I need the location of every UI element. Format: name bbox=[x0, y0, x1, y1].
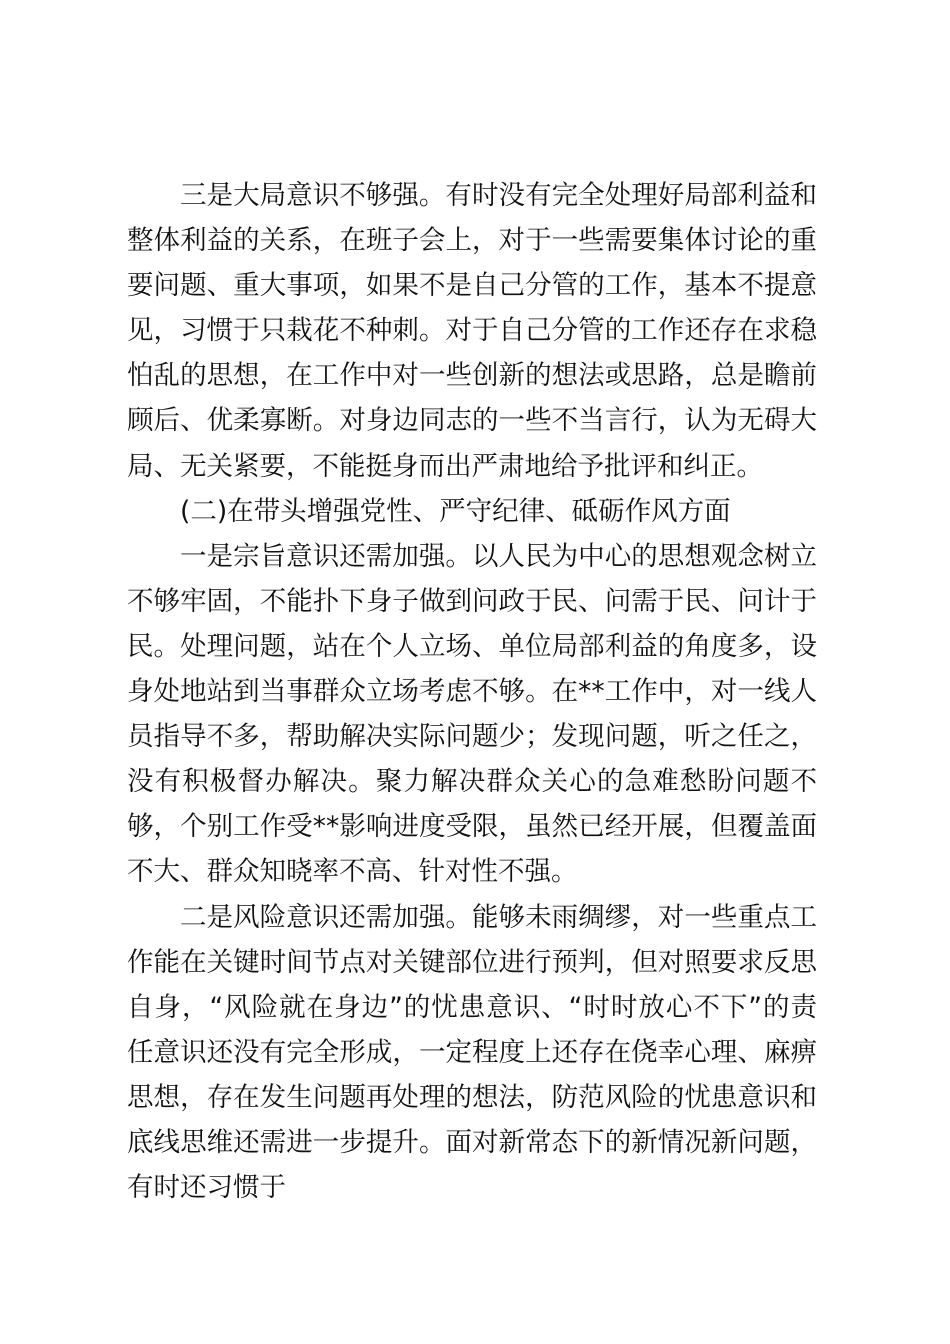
document-body bbox=[127, 173, 817, 1210]
paragraph-overall-awareness: 三是大局意识不够强。有时没有完全处理好局部利益和整体利益的关系，在班子会上，对于一些需要集体讨论的重要问题、重大事项，如果不是自己分管的工作，基本不提意见，习惯于只栽花不种刺。对于自己分管的工作还存在求稳怕乱的思想，在工作中对一些创新的想法或思路，总是瞻前顾后、优柔寡断。对身边同志的一些不当言行，认为无碍大局、无关紧要，不能挺身而出严肃地给予批评和纠正。 bbox=[127, 180, 817, 482]
section-heading-party-discipline: (二)在带头增强党性、严守纪律、砥砺作风方面 bbox=[180, 495, 731, 527]
paragraph-purpose-awareness: 一是宗旨意识还需加强。以人民为中心的思想观念树立不够牢固，不能扑下身子做到问政于民、问需于民、问计于民。处理问题，站在个人立场、单位局部利益的角度多，设身处地站到当事群众立场考虑不够。在**工作中，对一线人员指导不多，帮助解决实际问题少；发现问题，听之任之，没有积极督办解决。聚力解决群众关心的急难愁盼问题不够，个别工作受**影响进度受限，虽然已经开展，但覆盖面不大、群众知晓率不高、针对性不强。 bbox=[127, 540, 817, 888]
paragraph-risk-awareness: 二是风险意识还需加强。能够未雨绸缪，对一些重点工作能在关键时间节点对关键部位进行预判，但对照要求反思自身，“风险就在身边”的忧患意识、“时时放心不下”的责任意识还没有完全形成，一定程度上还存在侥幸心理、麻痹思想，存在发生问题再处理的想法，防范风险的忧患意识和底线思维还需进一步提升。面对新常态下的新情况新问题，有时还习惯于 bbox=[127, 901, 817, 1204]
